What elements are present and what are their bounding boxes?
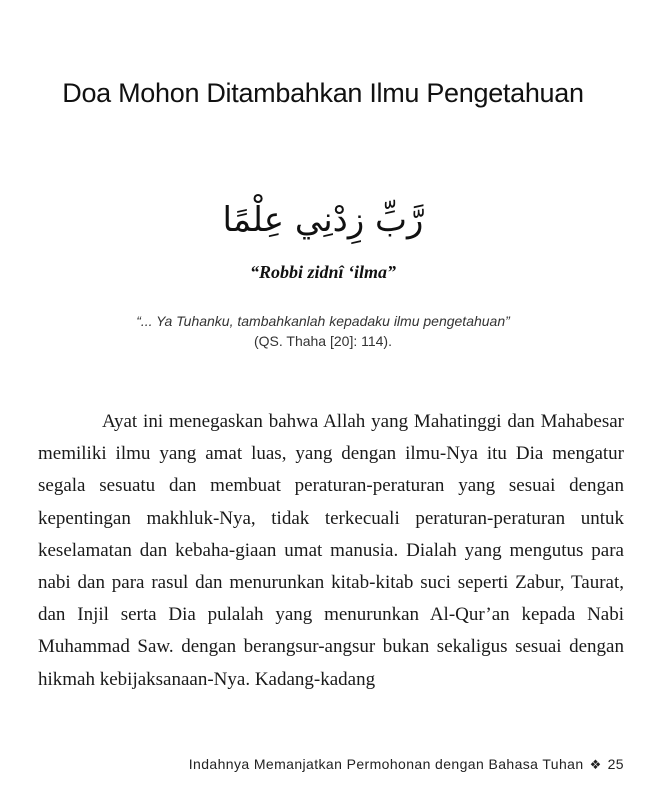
verse-reference: (QS. Thaha [20]: 114). — [253, 333, 392, 349]
diamond-separator-icon: ❖ — [589, 757, 602, 772]
page-footer — [189, 756, 624, 773]
body-paragraph: Ayat ini menegaskan bahwa Allah yang Mahatinggi dan Mahabesar memiliki ilmu yang amat luas, yang dengan ilmu-Nya itu Dia mengatur segala sesuatu dan membuat peraturan-peraturan yang sesuai dengan kepentingan makhluk-Nya, tidak terkecuali peraturan-peraturan untuk keselamatan dan kebaha-giaan umat manusia. Dialah yang mengutus para nabi dan para rasul dan menurunkan kitab-kitab suci seperti Zabur, Taurat, dan Injil serta Dia pulalah yang menurunkan Al-Qur’an kepada Nabi Muhammad Saw. dengan berangsur-angsur bukan sekaligus sesuai dengan hikmah kebijaksanaan-Nya. Kadang-kadang — [38, 411, 624, 690]
running-footer-title: Indahnya Memanjatkan Permohonan dengan Bahasa Tuhan — [188, 756, 584, 772]
chapter-title: Doa Mohon Ditambahkan Ilmu Pengetahuan — [62, 78, 584, 108]
transliteration: “Robbi zidnî ‘ilma” — [249, 262, 397, 282]
page-number: 25 — [607, 756, 624, 772]
verse-translation: “... Ya Tuhanku, tambahkanlah kepadaku ilmu pengetahuan” — [136, 313, 510, 329]
arabic-verse: رَّبِّ زِدْنِي عِلْمًا — [222, 200, 424, 240]
